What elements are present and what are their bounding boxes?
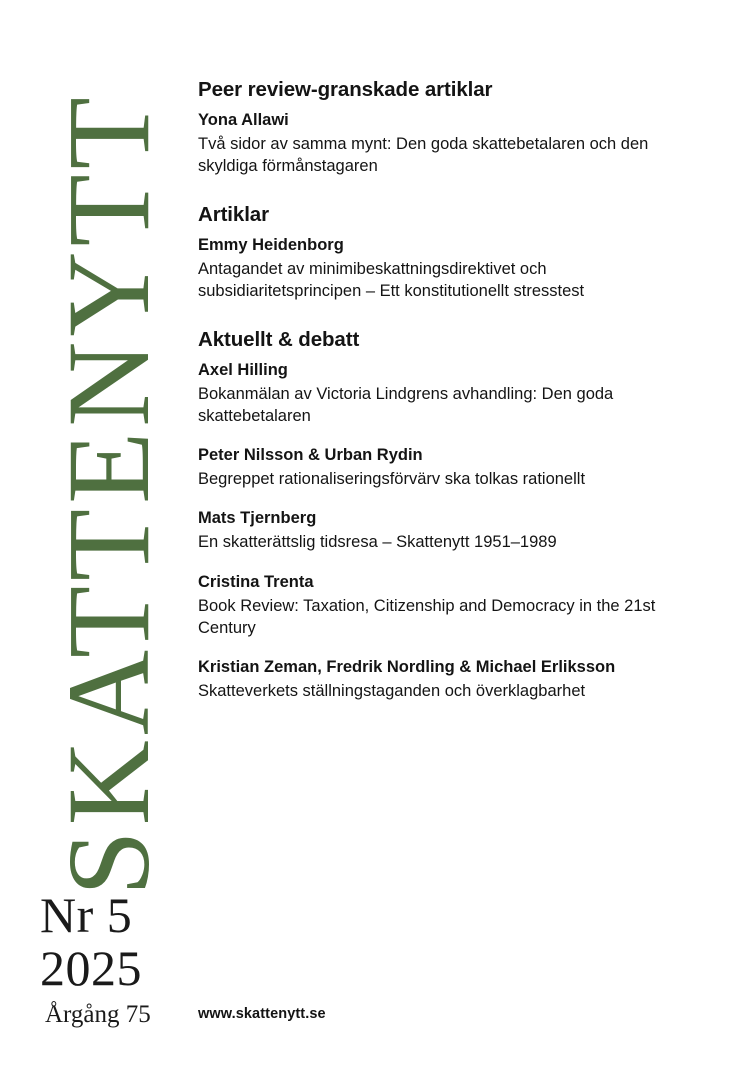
issue-info <box>40 889 200 1032</box>
entry-title: Antagandet av minimibeskattningsdirektivet och subsidiaritetsprincipen – Ett konstitutionellt stresstest <box>198 259 585 300</box>
section-heading: Artiklar <box>198 203 269 227</box>
table-of-contents <box>198 78 668 702</box>
entry-title: Bokanmälan av Victoria Lindgrens avhandling: Den goda skattebetalaren <box>198 384 614 425</box>
journal-title: SKATTENYTT <box>43 92 174 896</box>
contents-entry[interactable] <box>198 445 668 490</box>
section-heading: Aktuellt & debatt <box>198 328 360 352</box>
entry-author: Kristian Zeman, Fredrik Nordling & Michael Erliksson <box>198 658 616 677</box>
entry-title: En skatterättslig tidsresa – Skattenytt 1951–1989 <box>198 533 557 552</box>
contents-section <box>198 78 668 177</box>
masthead <box>34 40 184 900</box>
contents-entry[interactable] <box>198 360 668 427</box>
entry-author: Emmy Heidenborg <box>198 235 344 254</box>
section-heading: Peer review-granskade artiklar <box>198 78 493 101</box>
entry-title: Skatteverkets ställningstaganden och överklagbarhet <box>198 682 586 700</box>
entry-author: Peter Nilsson & Urban Rydin <box>198 446 423 465</box>
entry-author: Axel Hilling <box>198 360 288 379</box>
entry-title: Book Review: Taxation, Citizenship and Democracy in the 21st Century <box>198 596 656 637</box>
entry-title: Två sidor av samma mynt: Den goda skattebetalaren och den skyldiga förmånstagaren <box>198 134 649 175</box>
contents-entry[interactable] <box>198 572 668 639</box>
contents-section <box>198 203 668 302</box>
contents-section <box>198 328 668 702</box>
entry-author: Cristina Trenta <box>198 572 314 591</box>
contents-entry[interactable] <box>198 110 668 177</box>
entry-author: Mats Tjernberg <box>198 509 317 528</box>
contents-entry[interactable] <box>198 508 668 553</box>
website-url[interactable]: www.skattenytt.se <box>198 1006 326 1022</box>
entry-title: Begreppet rationaliseringsförvärv ska tolkas rationellt <box>198 470 586 489</box>
issue-number: Nr 5 <box>40 887 133 943</box>
contents-entry[interactable] <box>198 657 668 702</box>
issue-year: 2025 <box>40 940 142 996</box>
issue-volume: Årgång 75 <box>45 1001 151 1028</box>
entry-author: Yona Allawi <box>198 110 289 129</box>
contents-entry[interactable] <box>198 235 668 302</box>
